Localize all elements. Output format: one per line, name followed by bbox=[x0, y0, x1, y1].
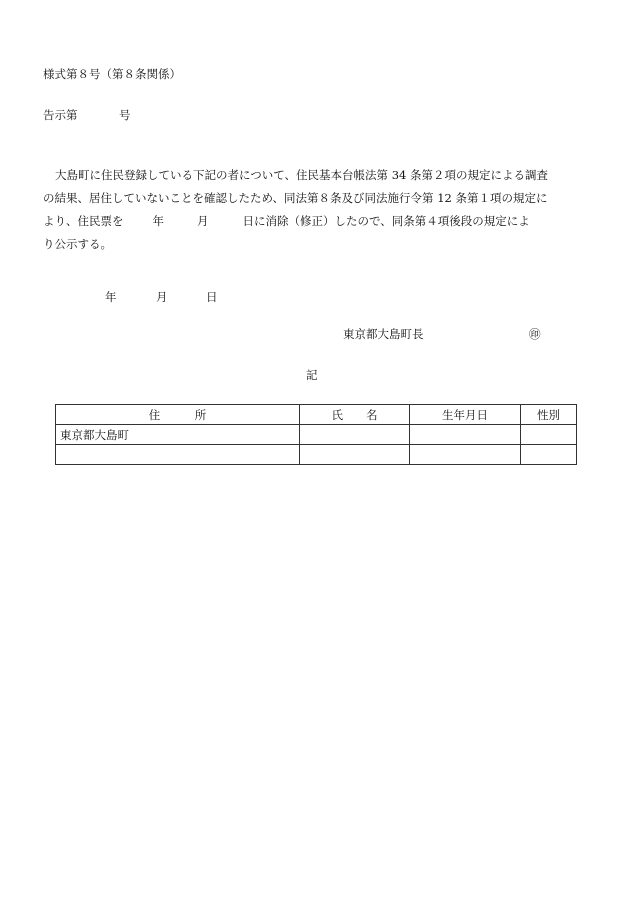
cell-birthdate bbox=[410, 445, 521, 465]
body-line-4: り公示する。 bbox=[43, 237, 112, 251]
cell-name bbox=[300, 445, 410, 465]
notice-number-label: 告示第 bbox=[43, 108, 78, 122]
header-sex: 性別 bbox=[521, 405, 577, 425]
body-line-3-year: 年 bbox=[152, 214, 164, 228]
notice-body bbox=[43, 164, 583, 256]
mayor-title: 東京都大島町長 bbox=[343, 327, 424, 341]
cell-sex bbox=[521, 425, 577, 445]
cell-address bbox=[56, 445, 300, 465]
date-day-label: 日 bbox=[206, 290, 218, 304]
cell-name bbox=[300, 425, 410, 445]
body-line-3-start: より、住民票を bbox=[43, 214, 124, 228]
cell-birthdate bbox=[410, 425, 521, 445]
date-month-label: 月 bbox=[156, 290, 168, 304]
body-line-3-rest: 日に消除（修正）したので、同条第４項後段の規定によ bbox=[242, 214, 530, 228]
cell-address: 東京都大島町 bbox=[56, 425, 300, 445]
body-line-1: 大島町に住民登録している下記の者について、住民基本台帳法第 34 条第２項の規定による調査 bbox=[55, 168, 548, 182]
body-line-3-month: 月 bbox=[197, 214, 209, 228]
body-line-2: の結果、居住していないことを確認したため、同法第８条及び同法施行令第 12 条第１項の規定に bbox=[43, 191, 548, 205]
notice-number-suffix: 号 bbox=[119, 108, 131, 122]
resident-table bbox=[55, 404, 577, 465]
header-address: 住 所 bbox=[56, 405, 300, 425]
header-birthdate: 生年月日 bbox=[410, 405, 521, 425]
cell-sex bbox=[521, 445, 577, 465]
table-header-row bbox=[56, 405, 577, 425]
table-row bbox=[56, 445, 577, 465]
date-year-label: 年 bbox=[105, 290, 117, 304]
ki-label: 記 bbox=[306, 368, 318, 382]
seal-mark: ㊞ bbox=[529, 327, 541, 341]
table-row bbox=[56, 425, 577, 445]
body-line-3 bbox=[43, 210, 583, 233]
form-number: 様式第８号（第８条関係） bbox=[43, 67, 181, 81]
header-name: 氏 名 bbox=[300, 405, 410, 425]
